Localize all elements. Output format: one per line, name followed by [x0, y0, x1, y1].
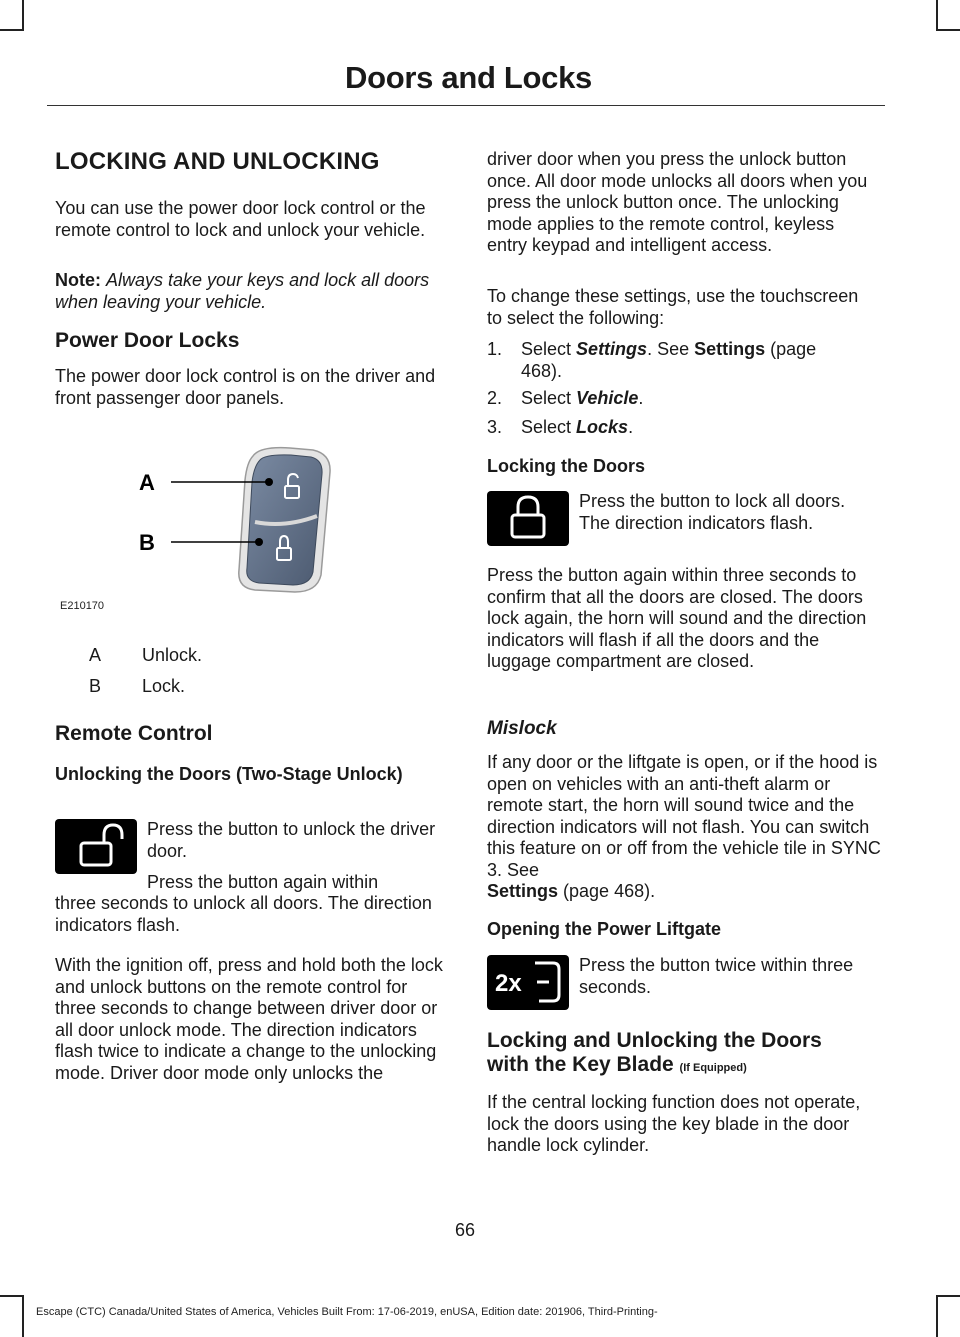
intro-paragraph: You can use the power door lock control or the remote control to lock and unlock your vehicle.	[55, 198, 426, 240]
door-lock-switch-figure	[55, 440, 447, 620]
page-number: 66	[454, 1220, 476, 1240]
locking-paragraph: Press the button to lock all doors. The direction indicators flash.	[579, 491, 846, 533]
step-2-item: Vehicle	[576, 388, 639, 408]
unlock-paragraph-2a: Press the button again within	[147, 872, 379, 892]
note-text: Always take your keys and lock all doors when leaving your vehicle.	[55, 270, 430, 312]
legend-key-b: B	[89, 676, 102, 696]
ignition-paragraph: With the ignition off, press and hold both the lock and unlock buttons on the remote control for three seconds to change between driver door or all door unlock mode. The direction indicators flash twice to indicate a change to the unlocking mode. Driver door mode only unlocks the	[55, 955, 443, 1083]
legend-text-a: Unlock.	[142, 645, 203, 665]
unlock-paragraph-1: Press the button to unlock the driver door.	[147, 819, 436, 861]
key-blade-paragraph: If the central locking function does not operate, lock the doors using the key blade in the door handle lock cylinder.	[487, 1092, 861, 1155]
power-liftgate-heading: Opening the Power Liftgate	[487, 919, 722, 939]
page-title: Doors and Locks	[345, 60, 592, 95]
unlock-paragraph-2b: three seconds to unlock all doors. The direction indicators flash.	[55, 893, 432, 935]
crop-mark	[936, 1295, 938, 1337]
power-door-locks-heading: Power Door Locks	[55, 329, 240, 352]
remote-control-heading: Remote Control	[55, 722, 213, 745]
crop-mark	[936, 1295, 960, 1297]
step-3: Select Locks.	[521, 417, 634, 437]
note-paragraph	[55, 270, 440, 313]
legend-text-b: Lock.	[142, 676, 186, 696]
continuation-paragraph: driver door when you press the unlock button once. All door mode unlocks all doors when you press the unlock button once. The unlocking mode applies to the remote control, keyless entry keypad and intelligent access.	[487, 149, 868, 255]
unlock-icon	[55, 819, 137, 874]
section-title: LOCKING AND UNLOCKING	[55, 148, 380, 175]
callout-a: A	[139, 470, 155, 495]
unlocking-doors-heading: Unlocking the Doors (Two-Stage Unlock)	[55, 764, 403, 784]
step-2: Select Vehicle.	[521, 388, 644, 408]
liftgate-paragraph: Press the button twice within three seconds.	[579, 955, 854, 997]
step-2-number: 2.	[487, 388, 503, 408]
mislock-settings-ref[interactable]: Settings	[487, 881, 559, 901]
step-1: Select Settings. See Settings (page 468).	[521, 339, 817, 381]
door-lock-switch-illustration	[55, 440, 447, 620]
crop-mark	[22, 0, 24, 31]
lock-icon	[487, 491, 569, 546]
crop-mark	[22, 1295, 24, 1337]
locking-doors-heading: Locking the Doors	[487, 456, 646, 476]
crop-mark	[936, 29, 960, 31]
mislock-paragraph: If any door or the liftgate is open, or if the hood is open on vehicles with an anti-theft alarm or remote start, the horn will sound twice and the direction indicators will not flash. You can switch this feature on or off from the vehicle tile in SYNC 3. See Settings (page 468).	[487, 752, 881, 901]
figure-code: E210170	[60, 600, 105, 612]
step-1-item: Settings	[576, 339, 648, 359]
liftgate-double-press-icon	[487, 955, 569, 1010]
step-3-number: 3.	[487, 417, 503, 437]
locking-paragraph-2: Press the button again within three seconds to confirm that all the doors are closed. The doors lock again, the horn will sound and the direction indicators will flash if all the doors and the luggage compartment are closed.	[487, 565, 867, 671]
change-settings-paragraph: To change these settings, use the touchscreen to select the following:	[487, 286, 859, 328]
liftgate-icon-label: 2x	[495, 970, 522, 997]
step-1-ref[interactable]: Settings	[694, 339, 766, 359]
note-label: Note:	[55, 270, 101, 290]
legend-key-a: A	[89, 645, 102, 665]
key-blade-heading: Locking and Unlocking the Doors with the Key Blade (If Equipped)	[487, 1029, 822, 1076]
step-1-number: 1.	[487, 339, 503, 359]
edition-footer: Escape (CTC) Canada/United States of America, Vehicles Built From: 17-06-2019, enUSA, Edition date: 201906, Third-Printing-	[36, 1306, 658, 1318]
if-equipped-tag: (If Equipped)	[679, 1062, 747, 1074]
crop-mark	[0, 1295, 22, 1297]
crop-mark	[936, 0, 938, 31]
header-rule	[47, 105, 885, 106]
callout-b: B	[139, 530, 155, 555]
power-door-locks-paragraph: The power door lock control is on the driver and front passenger door panels.	[55, 366, 436, 408]
crop-mark	[0, 29, 22, 31]
step-3-item: Locks	[576, 417, 629, 437]
mislock-heading: Mislock	[487, 718, 557, 739]
